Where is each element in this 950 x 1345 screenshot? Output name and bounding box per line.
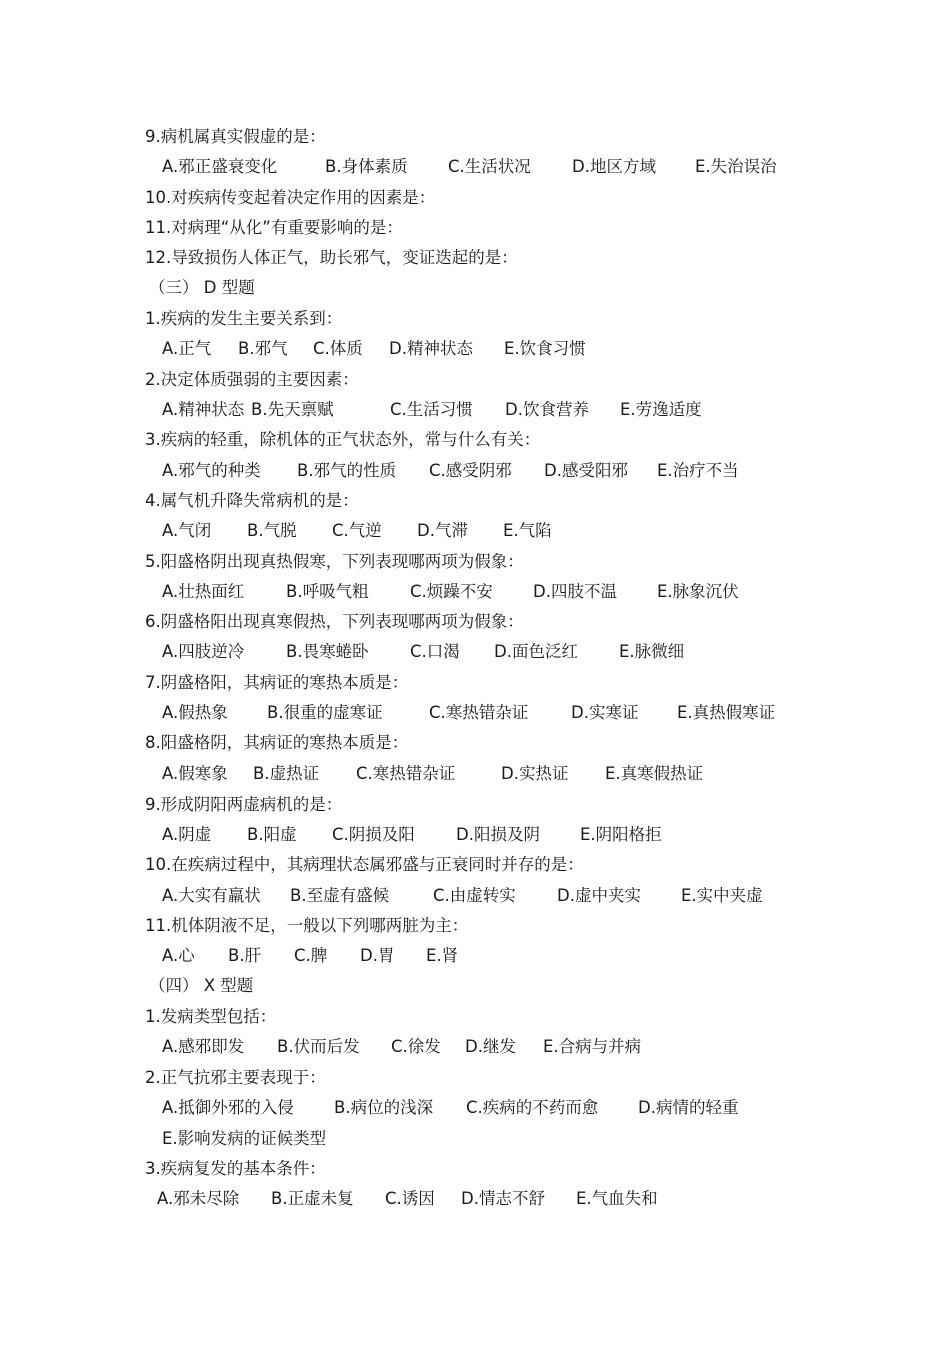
question-text: 11.对病理“从化”有重要影响的是： [145, 218, 403, 237]
answer-option: B.气脱 [247, 521, 297, 540]
answer-option: B.阳虚 [247, 825, 297, 844]
answer-option: C.阴损及阳 [332, 825, 415, 844]
answer-option: E.饮食习惯 [504, 339, 586, 358]
answer-option: C.气逆 [332, 521, 382, 540]
question-text: 2.决定体质强弱的主要因素： [145, 370, 359, 389]
answer-option: E.治疗不当 [657, 461, 739, 480]
answer-option: D.继发 [465, 1037, 516, 1056]
answer-option: D.精神状态 [389, 339, 473, 358]
answer-option: E.脉象沉伏 [657, 582, 739, 601]
question-text: 4.属气机升降失常病机的是： [145, 491, 359, 510]
question-text: 6.阴盛格阳出现真寒假热，下列表现哪两项为假象： [145, 612, 524, 631]
answer-option: D.四肢不温 [533, 582, 617, 601]
question-text: 3.疾病复发的基本条件： [145, 1159, 326, 1178]
question-text: 3.疾病的轻重，除机体的正气状态外，常与什么有关： [145, 430, 541, 449]
question-text: 12.导致损伤人体正气，助长邪气，变证迭起的是： [145, 248, 518, 267]
answer-option: C.感受阴邪 [429, 461, 512, 480]
answer-option: C.疾病的不药而愈 [466, 1098, 599, 1117]
answer-option: E.阴阳格拒 [580, 825, 662, 844]
answer-option: A.大实有羸状 [162, 886, 261, 905]
answer-option: B.很重的虚寒证 [267, 703, 383, 722]
question-text: 1.发病类型包括： [145, 1007, 277, 1026]
answer-option: A.感邪即发 [162, 1037, 245, 1056]
question-text: 10.对疾病传变起着决定作用的因素是： [145, 188, 436, 207]
answer-option: A.壮热面红 [162, 582, 245, 601]
answer-option: C.体质 [313, 339, 363, 358]
answer-option: B.伏而后发 [277, 1037, 360, 1056]
answer-option: B.先天禀赋 [251, 400, 334, 419]
answer-option: B.呼吸气粗 [286, 582, 369, 601]
answer-option: A.假寒象 [162, 764, 228, 783]
answer-option: E.气陷 [503, 521, 552, 540]
answer-option: B.肝 [228, 946, 262, 965]
answer-option: C.烦躁不安 [410, 582, 493, 601]
answer-option: A.邪未尽除 [157, 1189, 240, 1208]
question-text: 1.疾病的发生主要关系到： [145, 309, 343, 328]
answer-option: A.抵御外邪的入侵 [162, 1098, 294, 1117]
answer-option: B.畏寒蜷卧 [286, 642, 369, 661]
answer-option: D.情志不舒 [461, 1189, 545, 1208]
answer-option: C.脾 [294, 946, 328, 965]
answer-option: D.饮食营养 [505, 400, 589, 419]
question-text: 5.阳盛格阴出现真热假寒，下列表现哪两项为假象： [145, 552, 524, 571]
answer-option: E.劳逸适度 [620, 400, 702, 419]
question-text: 2.正气抗邪主要表现于： [145, 1068, 326, 1087]
answer-option: C.生活状况 [448, 157, 531, 176]
answer-option: D.面色泛红 [494, 642, 578, 661]
answer-option: D.气滞 [417, 521, 468, 540]
answer-option: A.心 [162, 946, 195, 965]
answer-option: C.诱因 [385, 1189, 435, 1208]
answer-option: D.阳损及阴 [456, 825, 540, 844]
question-text: 8.阳盛格阴，其病证的寒热本质是： [145, 733, 409, 752]
answer-option: E.真寒假热证 [605, 764, 704, 783]
answer-option: A.邪气的种类 [162, 461, 261, 480]
answer-option: C.寒热错杂证 [356, 764, 456, 783]
answer-option: B.身体素质 [325, 157, 408, 176]
answer-option: C.徐发 [391, 1037, 441, 1056]
answer-option: E.合病与并病 [543, 1037, 642, 1056]
answer-option: C.生活习惯 [390, 400, 473, 419]
answer-option: E.影响发病的证候类型 [162, 1129, 327, 1148]
question-text: 10.在疾病过程中，其病理状态属邪盛与正衰同时并存的是： [145, 855, 584, 874]
question-text: 7.阴盛格阳，其病证的寒热本质是： [145, 673, 409, 692]
answer-option: C.由虚转实 [433, 886, 516, 905]
answer-option: A.气闭 [162, 521, 212, 540]
answer-option: A.四肢逆冷 [162, 642, 245, 661]
answer-option: B.虚热证 [253, 764, 320, 783]
answer-option: A.假热象 [162, 703, 228, 722]
answer-option: B.至虚有盛候 [290, 886, 390, 905]
answer-option: B.病位的浅深 [334, 1098, 434, 1117]
section-heading: （四） X 型题 [149, 976, 254, 995]
answer-option: E.失治误治 [695, 157, 777, 176]
answer-option: A.正气 [162, 339, 212, 358]
answer-option: B.邪气 [238, 339, 288, 358]
answer-option: A.阴虚 [162, 825, 212, 844]
answer-option: B.邪气的性质 [297, 461, 397, 480]
answer-option: E.气血失和 [576, 1189, 658, 1208]
answer-option: E.实中夹虚 [681, 886, 763, 905]
answer-option: C.寒热错杂证 [429, 703, 529, 722]
answer-option: D.感受阳邪 [544, 461, 628, 480]
answer-option: E.脉微细 [619, 642, 685, 661]
question-text: 9.病机属真实假虚的是： [145, 127, 326, 146]
answer-option: D.病情的轻重 [638, 1098, 739, 1117]
answer-option: E.肾 [426, 946, 459, 965]
answer-option: B.正虚未复 [271, 1189, 354, 1208]
answer-option: A.邪正盛衰变化 [162, 157, 278, 176]
answer-option: D.虚中夹实 [557, 886, 641, 905]
question-text: 9.形成阴阳两虚病机的是： [145, 795, 343, 814]
answer-option: C.口渴 [410, 642, 460, 661]
answer-option: D.实热证 [501, 764, 569, 783]
answer-option: D.实寒证 [571, 703, 639, 722]
answer-option: D.地区方域 [572, 157, 656, 176]
question-text: 11.机体阴液不足，一般以下列哪两脏为主： [145, 916, 469, 935]
answer-option: A.精神状态 [162, 400, 245, 419]
section-heading: （三） D 型题 [149, 278, 255, 297]
answer-option: D.胃 [360, 946, 395, 965]
answer-option: E.真热假寒证 [677, 703, 776, 722]
